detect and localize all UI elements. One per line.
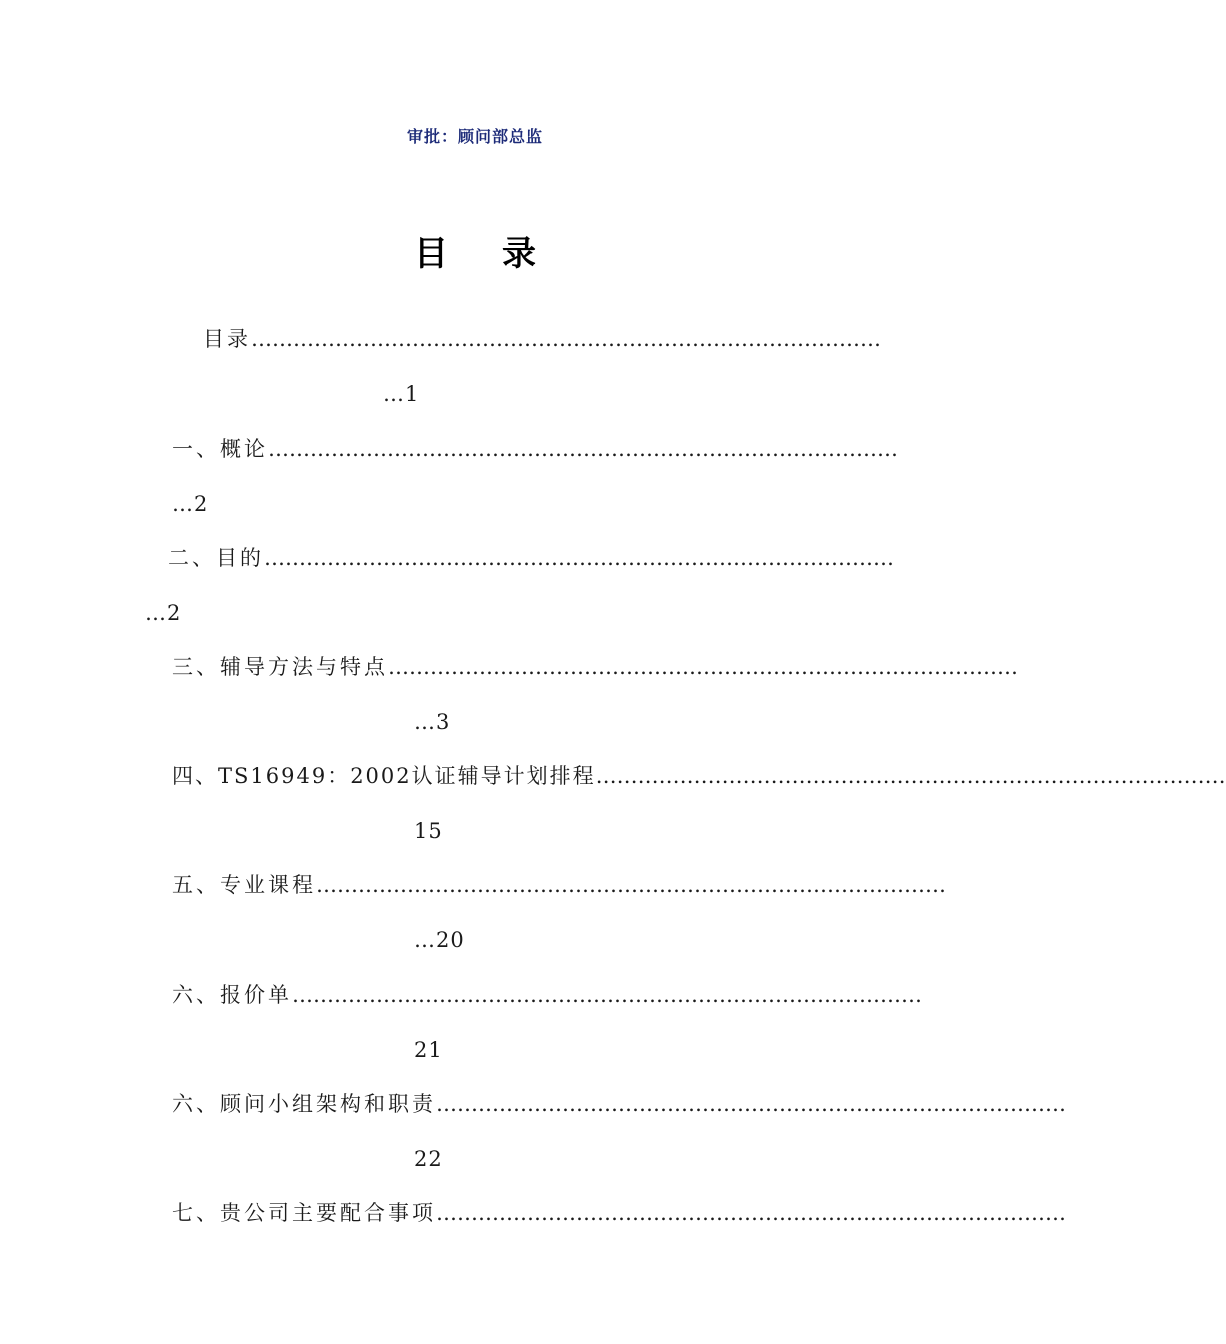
toc-entry[interactable] (172, 436, 898, 462)
toc-entry-label: 四、TS16949：2002认证辅导计划排程 (172, 764, 596, 788)
toc-entry-label: 七、贵公司主要配合事项 (172, 1201, 436, 1225)
toc-leader-dots: ……………………………………………………………………………… (595, 764, 1226, 788)
toc-entry-page: …2 (145, 601, 182, 625)
toc-entry-label: 六、报价单 (172, 983, 292, 1007)
toc-leader-dots: ……………………………………………………………………………… (292, 983, 922, 1007)
toc-entry[interactable] (172, 1200, 1066, 1226)
toc-entry-label: 目录 (203, 327, 251, 351)
toc-entry-label: 一、概论 (172, 437, 268, 461)
approval-line: 审批：顾问部总监 (406, 127, 543, 146)
toc-entry-page: 22 (414, 1147, 443, 1171)
toc-leader-dots: ……………………………………………………………………………… (436, 1201, 1066, 1225)
toc-entry[interactable] (172, 982, 922, 1008)
toc-leader-dots: ……………………………………………………………………………… (264, 546, 894, 570)
toc-entry-label: 三、辅导方法与特点 (172, 655, 388, 679)
toc-leader-dots: ……………………………………………………………………………… (388, 655, 1018, 679)
toc-leader-dots: ……………………………………………………………………………… (268, 437, 898, 461)
toc-entry-page: …20 (414, 928, 465, 952)
toc-title: 目录 (414, 234, 590, 274)
toc-entry-page: …2 (172, 492, 209, 516)
toc-entry-page: …3 (414, 710, 451, 734)
toc-entry-label: 二、目的 (168, 546, 264, 570)
toc-entry-label: 五、专业课程 (172, 873, 316, 897)
toc-entry-label: 六、顾问小组架构和职责 (172, 1092, 436, 1116)
toc-leader-dots: ……………………………………………………………………………… (436, 1092, 1066, 1116)
toc-entry[interactable] (172, 872, 946, 898)
toc-entry[interactable] (172, 1091, 1066, 1117)
toc-entry[interactable] (203, 326, 881, 352)
toc-entry-page: 15 (414, 819, 443, 843)
toc-leader-dots: ……………………………………………………………………………… (251, 327, 881, 351)
toc-entry[interactable] (172, 763, 1226, 789)
toc-entry[interactable] (172, 654, 1018, 680)
toc-entry-page: 21 (414, 1038, 443, 1062)
toc-entry[interactable] (168, 545, 894, 571)
toc-entry-page: …1 (383, 382, 420, 406)
toc-leader-dots: ……………………………………………………………………………… (316, 873, 946, 897)
